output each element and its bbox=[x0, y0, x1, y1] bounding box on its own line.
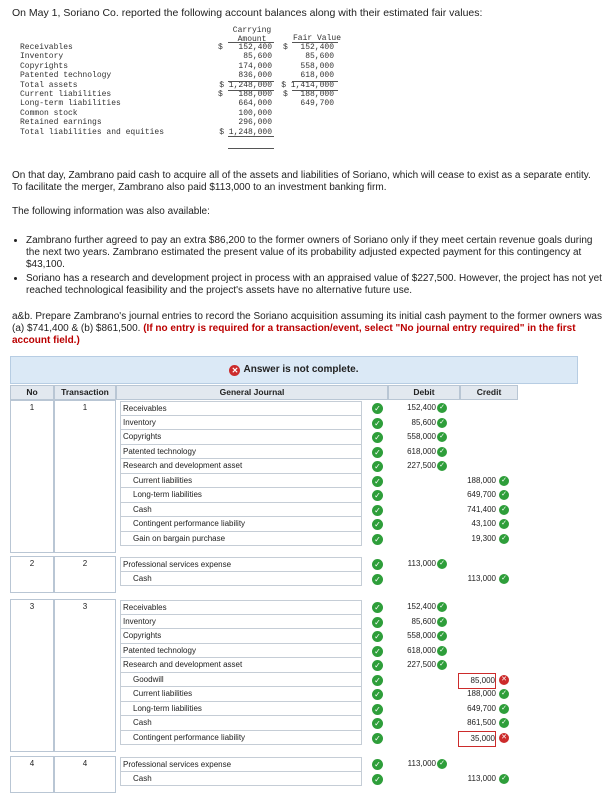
journal-line bbox=[0, 644, 613, 659]
carrying-value: 174,000 bbox=[238, 61, 272, 71]
account-select[interactable]: Copyrights bbox=[120, 629, 362, 644]
account-select[interactable]: Patented technology bbox=[120, 445, 362, 460]
debit-input[interactable]: 152,400 bbox=[407, 602, 436, 611]
account-select[interactable]: Cash bbox=[120, 716, 362, 731]
check-icon: ✓ bbox=[372, 759, 383, 770]
answer-status-banner bbox=[10, 356, 578, 384]
question-text bbox=[12, 311, 602, 347]
carrying-value: 85,600 bbox=[243, 52, 272, 62]
journal-line bbox=[0, 416, 613, 431]
header-credit: Credit bbox=[460, 385, 518, 400]
check-icon: ✓ bbox=[372, 718, 383, 729]
journal-line bbox=[0, 430, 613, 445]
carrying-value: 664,000 bbox=[238, 99, 272, 109]
check-icon: ✓ bbox=[499, 704, 509, 714]
journal-line bbox=[0, 572, 613, 587]
info-bullets bbox=[12, 235, 602, 299]
header-general-journal: General Journal bbox=[116, 385, 388, 400]
entry-number: 2 bbox=[29, 559, 35, 568]
balance-label: Receivables bbox=[20, 43, 73, 52]
account-select[interactable]: Professional services expense bbox=[120, 757, 362, 772]
journal-line bbox=[0, 629, 613, 644]
debit-input[interactable]: 113,000 bbox=[407, 759, 436, 768]
header-no: No bbox=[10, 385, 54, 400]
entry-number: 1 bbox=[29, 403, 35, 412]
fair-value: $ 1,414,000 bbox=[281, 80, 334, 90]
total-underline bbox=[228, 136, 274, 137]
balance-label: Inventory bbox=[20, 52, 64, 62]
check-icon: ✓ bbox=[372, 617, 383, 628]
check-icon: ✓ bbox=[437, 418, 447, 428]
check-icon: ✓ bbox=[372, 704, 383, 715]
account-select[interactable]: Cash bbox=[120, 503, 362, 518]
account-select[interactable]: Gain on bargain purchase bbox=[120, 532, 362, 547]
check-icon: ✓ bbox=[372, 689, 383, 700]
entry-number: 4 bbox=[29, 759, 35, 768]
account-select[interactable]: Current liabilities bbox=[120, 687, 362, 702]
debit-input[interactable]: 85,600 bbox=[411, 616, 436, 626]
dollar-sign: $ bbox=[283, 43, 288, 52]
check-icon: ✓ bbox=[372, 646, 383, 657]
transaction-number: 4 bbox=[82, 759, 88, 768]
account-select[interactable]: Inventory bbox=[120, 615, 362, 630]
transaction-number: 2 bbox=[82, 559, 88, 568]
question-main: a&b. Prepare Zambrano's journal entries to record the Soriano acquisition assuming its initial cash payment to the former owners was (a) $741,400 & (b) $861,500. bbox=[12, 311, 602, 334]
total-underline bbox=[228, 81, 274, 82]
carrying-value: 296,000 bbox=[238, 118, 272, 128]
balance-label: Total liabilities and equities bbox=[20, 127, 165, 137]
header-debit: Debit bbox=[388, 385, 460, 400]
check-icon: ✓ bbox=[372, 631, 383, 642]
journal-line bbox=[0, 731, 613, 746]
credit-input[interactable]: 19,300 bbox=[471, 533, 496, 543]
error-x-icon: ✕ bbox=[499, 675, 509, 685]
credit-input[interactable]: 43,100 bbox=[471, 519, 496, 528]
carrying-value: $ 1,248,000 bbox=[219, 127, 272, 137]
debit-input[interactable]: 618,000 bbox=[407, 645, 436, 655]
check-icon: ✓ bbox=[372, 432, 383, 443]
check-icon: ✓ bbox=[499, 689, 509, 699]
check-icon: ✓ bbox=[372, 476, 383, 487]
credit-input[interactable]: 113,000 bbox=[467, 573, 496, 583]
carrying-value: 836,000 bbox=[238, 71, 272, 81]
credit-input[interactable]: 113,000 bbox=[467, 773, 496, 783]
journal-line bbox=[0, 503, 613, 518]
check-icon: ✓ bbox=[372, 660, 383, 671]
carrying-value: $ 1,248,000 bbox=[219, 80, 272, 90]
account-select[interactable]: Patented technology bbox=[120, 644, 362, 659]
balance-label: Long-term liabilities bbox=[20, 99, 121, 109]
debit-input[interactable]: 152,400 bbox=[407, 403, 436, 412]
balance-row bbox=[20, 129, 360, 138]
dollar-sign: $ bbox=[218, 43, 223, 52]
intro-text: On May 1, Soriano Co. reported the following account balances along with their estimated fair values: bbox=[12, 7, 483, 19]
journal-line bbox=[0, 658, 613, 673]
journal-line bbox=[0, 488, 613, 503]
check-icon: ✓ bbox=[372, 403, 383, 414]
journal-line bbox=[0, 600, 613, 615]
account-select[interactable]: Contingent performance liability bbox=[120, 731, 362, 746]
journal-line bbox=[0, 557, 613, 572]
check-icon: ✓ bbox=[372, 519, 383, 530]
account-select[interactable]: Research and development asset bbox=[120, 459, 362, 474]
journal-line bbox=[0, 687, 613, 702]
fair-value: 188,000 bbox=[300, 89, 334, 99]
carrying-value: 100,000 bbox=[238, 108, 272, 118]
account-select[interactable]: Contingent performance liability bbox=[120, 517, 362, 532]
bullet-research: • Soriano has a research and development project in process with an appraised value of $227,500. However, the project has not yet reached technological feasibility and the project's assets have no alternative future use. bbox=[26, 273, 602, 297]
journal-line bbox=[0, 702, 613, 717]
check-icon: ✓ bbox=[372, 461, 383, 472]
account-select[interactable]: Long-term liabilities bbox=[120, 702, 362, 717]
balance-label: Common stock bbox=[20, 108, 78, 118]
check-icon: ✓ bbox=[499, 718, 509, 728]
total-underline bbox=[228, 90, 274, 91]
account-select[interactable]: Receivables bbox=[120, 600, 362, 615]
debit-input[interactable]: 558,000 bbox=[407, 631, 436, 640]
account-select[interactable]: Inventory bbox=[120, 416, 362, 431]
account-select[interactable]: Long-term liabilities bbox=[120, 488, 362, 503]
balance-label: Retained earnings bbox=[20, 118, 102, 128]
account-select[interactable]: Professional services expense bbox=[120, 557, 362, 572]
check-icon: ✓ bbox=[437, 559, 447, 569]
account-select[interactable]: Cash bbox=[120, 572, 362, 587]
paragraph-info: The following information was also available: bbox=[12, 206, 210, 217]
check-icon: ✓ bbox=[499, 505, 509, 515]
credit-input[interactable]: 188,000 bbox=[467, 475, 496, 485]
check-icon: ✓ bbox=[437, 461, 447, 471]
fair-value: 85,600 bbox=[305, 52, 334, 62]
error-x-icon: ✕ bbox=[229, 365, 240, 376]
check-icon: ✓ bbox=[437, 432, 447, 442]
debit-input[interactable]: 85,600 bbox=[411, 417, 436, 427]
debit-input[interactable]: 558,000 bbox=[407, 432, 436, 441]
fair-value-header: Fair Value bbox=[292, 34, 341, 43]
account-select[interactable]: Cash bbox=[120, 772, 362, 787]
journal-line bbox=[0, 532, 613, 547]
transaction-number: 3 bbox=[82, 602, 88, 611]
account-select[interactable]: Current liabilities bbox=[120, 474, 362, 489]
journal-line bbox=[0, 445, 613, 460]
check-icon: ✓ bbox=[437, 602, 447, 612]
journal-line bbox=[0, 401, 613, 416]
balance-label: Total assets bbox=[20, 80, 78, 90]
account-select[interactable]: Copyrights bbox=[120, 430, 362, 445]
check-icon: ✓ bbox=[372, 447, 383, 458]
check-icon: ✓ bbox=[372, 505, 383, 516]
check-icon: ✓ bbox=[437, 631, 447, 641]
credit-input[interactable]: 85,000 bbox=[458, 673, 496, 690]
credit-input[interactable]: 741,400 bbox=[467, 504, 496, 514]
account-select[interactable]: Receivables bbox=[120, 401, 362, 416]
check-icon: ✓ bbox=[499, 519, 509, 529]
journal-line bbox=[0, 716, 613, 731]
check-icon: ✓ bbox=[437, 759, 447, 769]
check-icon: ✓ bbox=[499, 476, 509, 486]
bullet-contingency: • Zambrano further agreed to pay an extra $86,200 to the former owners of Soriano only if they meet certain revenue goals during the next two years. Zambrano estimated the present value of its probability adjusted expected payment for this contingency at $43,100. bbox=[26, 235, 602, 271]
fair-value: 558,000 bbox=[300, 61, 334, 71]
check-icon: ✓ bbox=[372, 602, 383, 613]
check-icon: ✓ bbox=[499, 774, 509, 784]
dollar-sign: $ bbox=[218, 89, 223, 99]
check-icon: ✓ bbox=[437, 646, 447, 656]
carrying-amount-header-line: Carrying bbox=[232, 26, 272, 35]
journal-line bbox=[0, 757, 613, 772]
dollar-sign: $ bbox=[283, 89, 288, 99]
journal-line bbox=[0, 517, 613, 532]
transaction-number: 1 bbox=[82, 403, 88, 412]
check-icon: ✓ bbox=[372, 534, 383, 545]
journal-line bbox=[0, 772, 613, 787]
balance-label: Current liabilities bbox=[20, 89, 112, 99]
fair-value: 618,000 bbox=[300, 71, 334, 81]
total-underline bbox=[228, 148, 274, 149]
check-icon: ✓ bbox=[437, 447, 447, 457]
check-icon: ✓ bbox=[437, 660, 447, 670]
check-icon: ✓ bbox=[499, 574, 509, 584]
check-icon: ✓ bbox=[372, 733, 383, 744]
carrying-value: 188,000 bbox=[238, 89, 272, 99]
debit-input[interactable]: 113,000 bbox=[407, 559, 436, 568]
header-transaction: Transaction bbox=[54, 385, 116, 400]
check-icon: ✓ bbox=[372, 418, 383, 429]
debit-input[interactable]: 227,500 bbox=[407, 660, 436, 669]
credit-input[interactable]: 649,700 bbox=[467, 490, 496, 499]
credit-input[interactable]: 861,500 bbox=[467, 718, 496, 727]
fair-value: 152,400 bbox=[300, 43, 334, 52]
check-icon: ✓ bbox=[372, 574, 383, 585]
check-icon: ✓ bbox=[372, 559, 383, 570]
paragraph-merger: On that day, Zambrano paid cash to acquire all of the assets and liabilities of Soriano, which will cease to exist as a separate entity. To facilitate the merger, Zambrano also paid $113,000 to an investment banking firm. bbox=[12, 170, 591, 193]
account-select[interactable]: Research and development asset bbox=[120, 658, 362, 673]
check-icon: ✓ bbox=[437, 617, 447, 627]
debit-input[interactable]: 618,000 bbox=[407, 446, 436, 456]
check-icon: ✓ bbox=[372, 490, 383, 501]
check-icon: ✓ bbox=[499, 534, 509, 544]
check-icon: ✓ bbox=[499, 490, 509, 500]
account-select[interactable]: Goodwill bbox=[120, 673, 362, 688]
check-icon: ✓ bbox=[372, 774, 383, 785]
credit-input[interactable]: 35,000 bbox=[458, 731, 496, 748]
fair-value: 649,700 bbox=[300, 99, 334, 109]
question-instruction: (If no entry is required for a transaction/event, select "No journal entry required" in the first account field.) bbox=[12, 323, 576, 346]
journal-line bbox=[0, 615, 613, 630]
credit-input[interactable]: 188,000 bbox=[467, 689, 496, 698]
carrying-amount-header-line: Amount bbox=[237, 35, 267, 44]
balance-label: Patented technology bbox=[20, 71, 112, 81]
carrying-value: 152,400 bbox=[238, 43, 272, 52]
debit-input[interactable]: 227,500 bbox=[407, 461, 436, 470]
credit-input[interactable]: 649,700 bbox=[467, 703, 496, 713]
journal-line bbox=[0, 459, 613, 474]
journal-line bbox=[0, 673, 613, 688]
balance-label: Copyrights bbox=[20, 61, 69, 71]
check-icon: ✓ bbox=[437, 403, 447, 413]
check-icon: ✓ bbox=[372, 675, 383, 686]
banner-text: Answer is not complete. bbox=[243, 364, 359, 375]
entry-number: 3 bbox=[29, 602, 35, 611]
journal-line bbox=[0, 474, 613, 489]
total-underline bbox=[292, 90, 338, 91]
total-underline bbox=[292, 81, 338, 82]
error-x-icon: ✕ bbox=[499, 733, 509, 743]
